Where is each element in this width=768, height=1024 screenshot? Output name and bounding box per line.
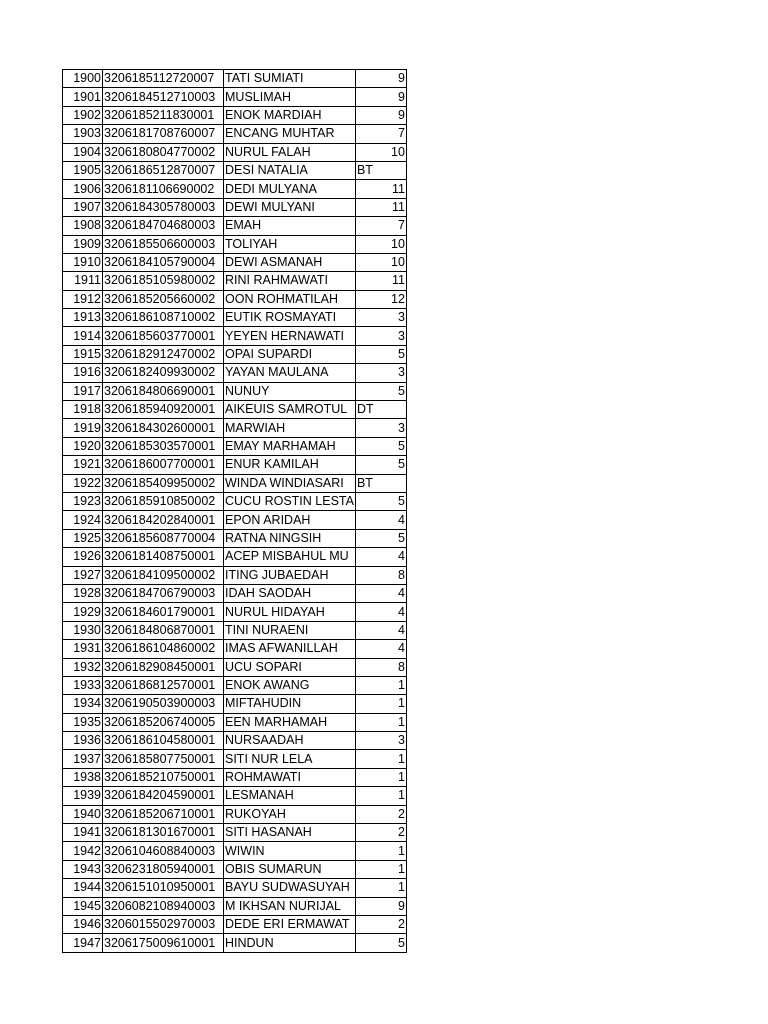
name-cell[interactable]: NURUL FALAH [224, 143, 356, 161]
name-cell[interactable]: OON ROHMATILAH [224, 290, 356, 308]
value-cell[interactable] [355, 364, 406, 382]
table-row [63, 235, 407, 253]
nik-cell[interactable]: 3206181708760007 [103, 125, 224, 143]
nik-cell[interactable]: 3206186812570001 [103, 676, 224, 694]
nik-cell[interactable]: 3206184202840001 [103, 511, 224, 529]
name-cell[interactable]: AIKEUIS SAMROTUL [224, 401, 356, 419]
name-cell[interactable]: YEYEN HERNAWATI [224, 327, 356, 345]
spreadsheet [62, 69, 407, 953]
name-cell[interactable]: EMAY MARHAMAH [224, 437, 356, 455]
value-number: 1 [398, 678, 405, 693]
row-number-cell[interactable]: 1928 [63, 584, 103, 602]
table-row [63, 621, 407, 639]
row-number-cell[interactable]: 1918 [63, 401, 103, 419]
value-cell[interactable] [355, 934, 406, 952]
nik-cell[interactable]: 3206182912470002 [103, 345, 224, 363]
name-cell[interactable]: HINDUN [224, 934, 356, 952]
value-number: 10 [391, 236, 405, 251]
row-number-cell[interactable]: 1902 [63, 106, 103, 124]
nik-cell[interactable]: 3206104608840003 [103, 842, 224, 860]
value-cell[interactable] [355, 309, 406, 327]
value-number: 12 [391, 291, 405, 306]
value-cell[interactable] [355, 437, 406, 455]
row-number-cell[interactable]: 1946 [63, 915, 103, 933]
row-number-cell[interactable]: 1930 [63, 621, 103, 639]
table-row [63, 143, 407, 161]
value-cell[interactable] [355, 566, 406, 584]
value-cell[interactable] [355, 750, 406, 768]
nik-cell[interactable]: 3206180804770002 [103, 143, 224, 161]
nik-cell[interactable]: 3206185940920001 [103, 401, 224, 419]
value-cell[interactable] [355, 474, 406, 492]
nik-cell[interactable]: 3206185807750001 [103, 750, 224, 768]
value-number: 5 [398, 347, 405, 362]
value-cell[interactable] [355, 382, 406, 400]
table-row [63, 70, 407, 88]
value-number: 4 [398, 549, 405, 564]
value-number: 7 [398, 126, 405, 141]
table-row [63, 768, 407, 786]
row-number-cell[interactable]: 1914 [63, 327, 103, 345]
table-row [63, 676, 407, 694]
name-cell[interactable]: EPON ARIDAH [224, 511, 356, 529]
value-number: 3 [398, 420, 405, 435]
value-cell[interactable] [355, 915, 406, 933]
value-number: 1 [398, 751, 405, 766]
nik-cell[interactable]: 3206185303570001 [103, 437, 224, 455]
value-number: 4 [398, 512, 405, 527]
value-cell[interactable] [355, 824, 406, 842]
table-row [63, 272, 407, 290]
row-number-cell[interactable]: 1920 [63, 437, 103, 455]
value-number: 9 [398, 89, 405, 104]
nik-cell[interactable]: 3206185105980002 [103, 272, 224, 290]
table-row [63, 787, 407, 805]
value-cell[interactable] [355, 879, 406, 897]
nik-cell[interactable]: 3206184601790001 [103, 603, 224, 621]
value-cell[interactable] [355, 492, 406, 510]
name-cell[interactable]: DEWI MULYANI [224, 198, 356, 216]
row-number-cell[interactable]: 1934 [63, 695, 103, 713]
value-number: 11 [391, 199, 405, 214]
table-row [63, 732, 407, 750]
nik-cell[interactable]: 3206181301670001 [103, 824, 224, 842]
value-cell[interactable] [355, 419, 406, 437]
name-cell[interactable]: NUNUY [224, 382, 356, 400]
row-number-cell[interactable]: 1908 [63, 217, 103, 235]
row-number-cell[interactable]: 1947 [63, 934, 103, 952]
row-number-cell[interactable]: 1940 [63, 805, 103, 823]
table-row [63, 860, 407, 878]
name-cell[interactable]: TOLIYAH [224, 235, 356, 253]
nik-cell[interactable]: 3206186512870007 [103, 161, 224, 179]
table-row [63, 713, 407, 731]
table-row [63, 327, 407, 345]
row-number-cell[interactable]: 1936 [63, 732, 103, 750]
nik-cell[interactable]: 3206181106690002 [103, 180, 224, 198]
nik-cell[interactable]: 3206182908450001 [103, 658, 224, 676]
value-number: 5 [398, 457, 405, 472]
table-row [63, 217, 407, 235]
table-row [63, 253, 407, 271]
value-number: 1 [398, 696, 405, 711]
value-cell[interactable] [355, 768, 406, 786]
name-cell[interactable]: WIWIN [224, 842, 356, 860]
name-cell[interactable]: RINI RAHMAWATI [224, 272, 356, 290]
table-row [63, 640, 407, 658]
value-number: 5 [398, 494, 405, 509]
value-number: 3 [398, 365, 405, 380]
table-row [63, 842, 407, 860]
nik-cell[interactable]: 3206184806690001 [103, 382, 224, 400]
row-number-cell[interactable]: 1901 [63, 88, 103, 106]
table-row [63, 824, 407, 842]
value-number: 1 [398, 861, 405, 876]
row-number-cell[interactable]: 1905 [63, 161, 103, 179]
name-cell[interactable]: SITI NUR LELA [224, 750, 356, 768]
table-row [63, 750, 407, 768]
value-cell[interactable] [355, 511, 406, 529]
value-number: 4 [398, 622, 405, 637]
row-number-cell[interactable]: 1942 [63, 842, 103, 860]
value-cell[interactable] [355, 253, 406, 271]
value-number: 5 [398, 935, 405, 950]
nik-cell[interactable]: 3206185608770004 [103, 529, 224, 547]
nik-cell[interactable]: 3206184109500002 [103, 566, 224, 584]
table-row [63, 290, 407, 308]
value-cell[interactable] [355, 345, 406, 363]
value-cell[interactable] [355, 106, 406, 124]
table-row [63, 934, 407, 952]
value-number: 4 [398, 586, 405, 601]
row-number-cell[interactable]: 1921 [63, 456, 103, 474]
nik-cell[interactable]: 3206185206740005 [103, 713, 224, 731]
row-number-cell[interactable]: 1926 [63, 548, 103, 566]
value-cell[interactable] [355, 180, 406, 198]
name-cell[interactable]: TATI SUMIATI [224, 70, 356, 88]
table-row [63, 345, 407, 363]
table-body [63, 70, 407, 953]
name-cell[interactable]: IDAH SAODAH [224, 584, 356, 602]
value-number: 1 [398, 788, 405, 803]
table-row [63, 658, 407, 676]
nik-cell[interactable]: 3206186104580001 [103, 732, 224, 750]
name-cell[interactable]: ENOK MARDIAH [224, 106, 356, 124]
value-cell[interactable] [355, 695, 406, 713]
row-number-cell[interactable]: 1904 [63, 143, 103, 161]
row-number-cell[interactable]: 1923 [63, 492, 103, 510]
name-cell[interactable]: TINI NURAENI [224, 621, 356, 639]
nik-cell[interactable]: 3206185211830001 [103, 106, 224, 124]
name-cell[interactable]: YAYAN MAULANA [224, 364, 356, 382]
row-number-cell[interactable]: 1907 [63, 198, 103, 216]
row-number-cell[interactable]: 1917 [63, 382, 103, 400]
table-row [63, 88, 407, 106]
status-code: BT [356, 475, 373, 490]
table-row [63, 603, 407, 621]
row-number-cell[interactable]: 1912 [63, 290, 103, 308]
nik-cell[interactable]: 3206184706790003 [103, 584, 224, 602]
name-cell[interactable]: DEWI ASMANAH [224, 253, 356, 271]
value-number: 2 [398, 825, 405, 840]
value-number: 2 [398, 806, 405, 821]
name-cell[interactable]: OBIS SUMARUN [224, 860, 356, 878]
row-number-cell[interactable]: 1929 [63, 603, 103, 621]
table-row [63, 437, 407, 455]
value-cell[interactable] [355, 529, 406, 547]
row-number-cell[interactable]: 1943 [63, 860, 103, 878]
value-number: 3 [398, 310, 405, 325]
nik-cell[interactable]: 3206185506600003 [103, 235, 224, 253]
name-cell[interactable]: RATNA NINGSIH [224, 529, 356, 547]
value-cell[interactable] [355, 805, 406, 823]
row-number-cell[interactable]: 1925 [63, 529, 103, 547]
value-number: 5 [398, 530, 405, 545]
name-cell[interactable]: ROHMAWATI [224, 768, 356, 786]
name-cell[interactable]: ENUR KAMILAH [224, 456, 356, 474]
name-cell[interactable]: CUCU ROSTIN LESTA [224, 492, 356, 510]
value-cell[interactable] [355, 787, 406, 805]
row-number-cell[interactable]: 1933 [63, 676, 103, 694]
row-number-cell[interactable]: 1906 [63, 180, 103, 198]
value-cell[interactable] [355, 290, 406, 308]
value-cell[interactable] [355, 658, 406, 676]
value-cell[interactable] [355, 621, 406, 639]
nik-cell[interactable]: 3206186108710002 [103, 309, 224, 327]
table-row [63, 915, 407, 933]
value-cell[interactable] [355, 842, 406, 860]
row-number-cell[interactable]: 1932 [63, 658, 103, 676]
value-cell[interactable] [355, 125, 406, 143]
nik-cell[interactable]: 3206231805940001 [103, 860, 224, 878]
table-row [63, 879, 407, 897]
value-cell[interactable] [355, 732, 406, 750]
name-cell[interactable]: NURUL HIDAYAH [224, 603, 356, 621]
nik-cell[interactable]: 3206185603770001 [103, 327, 224, 345]
row-number-cell[interactable]: 1938 [63, 768, 103, 786]
value-number: 5 [398, 383, 405, 398]
row-number-cell[interactable]: 1937 [63, 750, 103, 768]
table-row [63, 125, 407, 143]
nik-cell[interactable]: 3206151010950001 [103, 879, 224, 897]
value-cell[interactable] [355, 640, 406, 658]
table-row [63, 456, 407, 474]
nik-cell[interactable]: 3206082108940003 [103, 897, 224, 915]
value-number: 5 [398, 439, 405, 453]
row-number-cell[interactable]: 1910 [63, 253, 103, 271]
value-cell[interactable] [355, 897, 406, 915]
row-number-cell[interactable]: 1913 [63, 309, 103, 327]
name-cell[interactable]: MARWIAH [224, 419, 356, 437]
table-row [63, 161, 407, 179]
row-number-cell[interactable]: 1922 [63, 474, 103, 492]
name-cell[interactable]: M IKHSAN NURIJAL [224, 897, 356, 915]
name-cell[interactable]: DEDI MULYANA [224, 180, 356, 198]
value-number: 3 [398, 328, 405, 343]
row-number-cell[interactable]: 1944 [63, 879, 103, 897]
table-row [63, 364, 407, 382]
nik-cell[interactable]: 3206185205660002 [103, 290, 224, 308]
value-number: 1 [398, 770, 405, 785]
value-number: 9 [398, 71, 405, 86]
value-cell[interactable] [355, 676, 406, 694]
nik-cell[interactable]: 3206185910850002 [103, 492, 224, 510]
value-cell[interactable] [355, 327, 406, 345]
name-cell[interactable]: ITING JUBAEDAH [224, 566, 356, 584]
name-cell[interactable]: LESMANAH [224, 787, 356, 805]
value-number: 9 [398, 898, 405, 913]
table-row [63, 309, 407, 327]
table-row [63, 511, 407, 529]
row-number-cell[interactable]: 1924 [63, 511, 103, 529]
name-cell[interactable]: MIFTAHUDIN [224, 695, 356, 713]
name-cell[interactable]: EMAH [224, 217, 356, 235]
value-number: 1 [398, 880, 405, 895]
name-cell[interactable]: RUKOYAH [224, 805, 356, 823]
row-number-cell[interactable]: 1939 [63, 787, 103, 805]
value-cell[interactable] [355, 70, 406, 88]
name-cell[interactable]: UCU SOPARI [224, 658, 356, 676]
value-cell[interactable] [355, 143, 406, 161]
value-number: 8 [398, 567, 405, 582]
table-row [63, 529, 407, 547]
nik-cell[interactable]: 3206182409930002 [103, 364, 224, 382]
table-row [63, 566, 407, 584]
table-row [63, 180, 407, 198]
name-cell[interactable]: BAYU SUDWASUYAH [224, 879, 356, 897]
row-number-cell[interactable]: 1945 [63, 897, 103, 915]
nik-cell[interactable]: 3206184305780003 [103, 198, 224, 216]
name-cell[interactable]: NURSAADAH [224, 732, 356, 750]
nik-cell[interactable]: 3206186104860002 [103, 640, 224, 658]
row-number-cell[interactable]: 1919 [63, 419, 103, 437]
nik-cell[interactable]: 3206015502970003 [103, 915, 224, 933]
value-cell[interactable] [355, 401, 406, 419]
value-cell[interactable] [355, 272, 406, 290]
row-number-cell[interactable]: 1931 [63, 640, 103, 658]
table-row [63, 198, 407, 216]
row-number-cell[interactable]: 1935 [63, 713, 103, 731]
table-row [63, 382, 407, 400]
table-row [63, 695, 407, 713]
nik-cell[interactable]: 3206186007700001 [103, 456, 224, 474]
value-number: 4 [398, 641, 405, 656]
value-cell[interactable] [355, 88, 406, 106]
value-number: 3 [398, 733, 405, 748]
row-number-cell[interactable]: 1927 [63, 566, 103, 584]
table-row [63, 548, 407, 566]
table-row [63, 419, 407, 437]
data-table [62, 69, 407, 953]
nik-cell[interactable]: 3206184302600001 [103, 419, 224, 437]
row-number-cell[interactable]: 1916 [63, 364, 103, 382]
nik-cell[interactable]: 3206185409950002 [103, 474, 224, 492]
nik-cell[interactable]: 3206184204590001 [103, 787, 224, 805]
value-number: 11 [391, 181, 405, 196]
value-cell[interactable] [355, 235, 406, 253]
name-cell[interactable]: OPAI SUPARDI [224, 345, 356, 363]
value-number: 10 [391, 144, 405, 159]
nik-cell[interactable]: 3206184105790004 [103, 253, 224, 271]
nik-cell[interactable]: 3206184806870001 [103, 621, 224, 639]
value-cell[interactable] [355, 161, 406, 179]
row-number-cell[interactable]: 1909 [63, 235, 103, 253]
row-number-cell[interactable]: 1900 [63, 70, 103, 88]
value-number: 8 [398, 659, 405, 674]
value-number: 7 [398, 218, 405, 233]
row-number-cell[interactable]: 1911 [63, 272, 103, 290]
table-row [63, 584, 407, 602]
table-row [63, 106, 407, 124]
table-row [63, 805, 407, 823]
value-number: 1 [398, 714, 405, 729]
value-cell[interactable] [355, 713, 406, 731]
table-row [63, 492, 407, 510]
nik-cell[interactable]: 3206184512710003 [103, 88, 224, 106]
row-number-cell[interactable]: 1941 [63, 824, 103, 842]
name-cell[interactable]: ENCANG MUHTAR [224, 125, 356, 143]
row-number-cell[interactable]: 1903 [63, 125, 103, 143]
value-cell[interactable] [355, 584, 406, 602]
value-number: 2 [398, 917, 405, 932]
table-row [63, 474, 407, 492]
name-cell[interactable]: SITI HASANAH [224, 824, 356, 842]
value-cell[interactable] [355, 860, 406, 878]
value-number: 11 [391, 273, 405, 288]
name-cell[interactable]: ENOK AWANG [224, 676, 356, 694]
value-cell[interactable] [355, 603, 406, 621]
nik-cell[interactable]: 3206185206710001 [103, 805, 224, 823]
value-cell[interactable] [355, 548, 406, 566]
value-cell[interactable] [355, 217, 406, 235]
value-number: 10 [391, 255, 405, 270]
status-code: DT [356, 402, 374, 417]
name-cell[interactable]: IMAS AFWANILLAH [224, 640, 356, 658]
value-number: 1 [398, 843, 405, 858]
nik-cell[interactable]: 3206181408750001 [103, 548, 224, 566]
name-cell[interactable]: DESI NATALIA [224, 161, 356, 179]
table-row [63, 897, 407, 915]
name-cell[interactable]: ACEP MISBAHUL MU [224, 548, 356, 566]
value-cell[interactable] [355, 456, 406, 474]
nik-cell[interactable]: 3206185210750001 [103, 768, 224, 786]
nik-cell[interactable]: 3206175009610001 [103, 934, 224, 952]
name-cell[interactable]: WINDA WINDIASARI [224, 474, 356, 492]
name-cell[interactable]: DEDE ERI ERMAWAT [224, 915, 356, 933]
value-number: 4 [398, 604, 405, 619]
nik-cell[interactable]: 3206184704680003 [103, 217, 224, 235]
table-row [63, 401, 407, 419]
status-code: BT [356, 162, 373, 177]
row-number-cell[interactable]: 1915 [63, 345, 103, 363]
value-number: 9 [398, 107, 405, 122]
value-cell[interactable] [355, 198, 406, 216]
nik-cell[interactable]: 3206185112720007 [103, 70, 224, 88]
name-cell[interactable]: EEN MARHAMAH [224, 713, 356, 731]
nik-cell[interactable]: 3206190503900003 [103, 695, 224, 713]
name-cell[interactable]: MUSLIMAH [224, 88, 356, 106]
name-cell[interactable]: EUTIK ROSMAYATI [224, 309, 356, 327]
